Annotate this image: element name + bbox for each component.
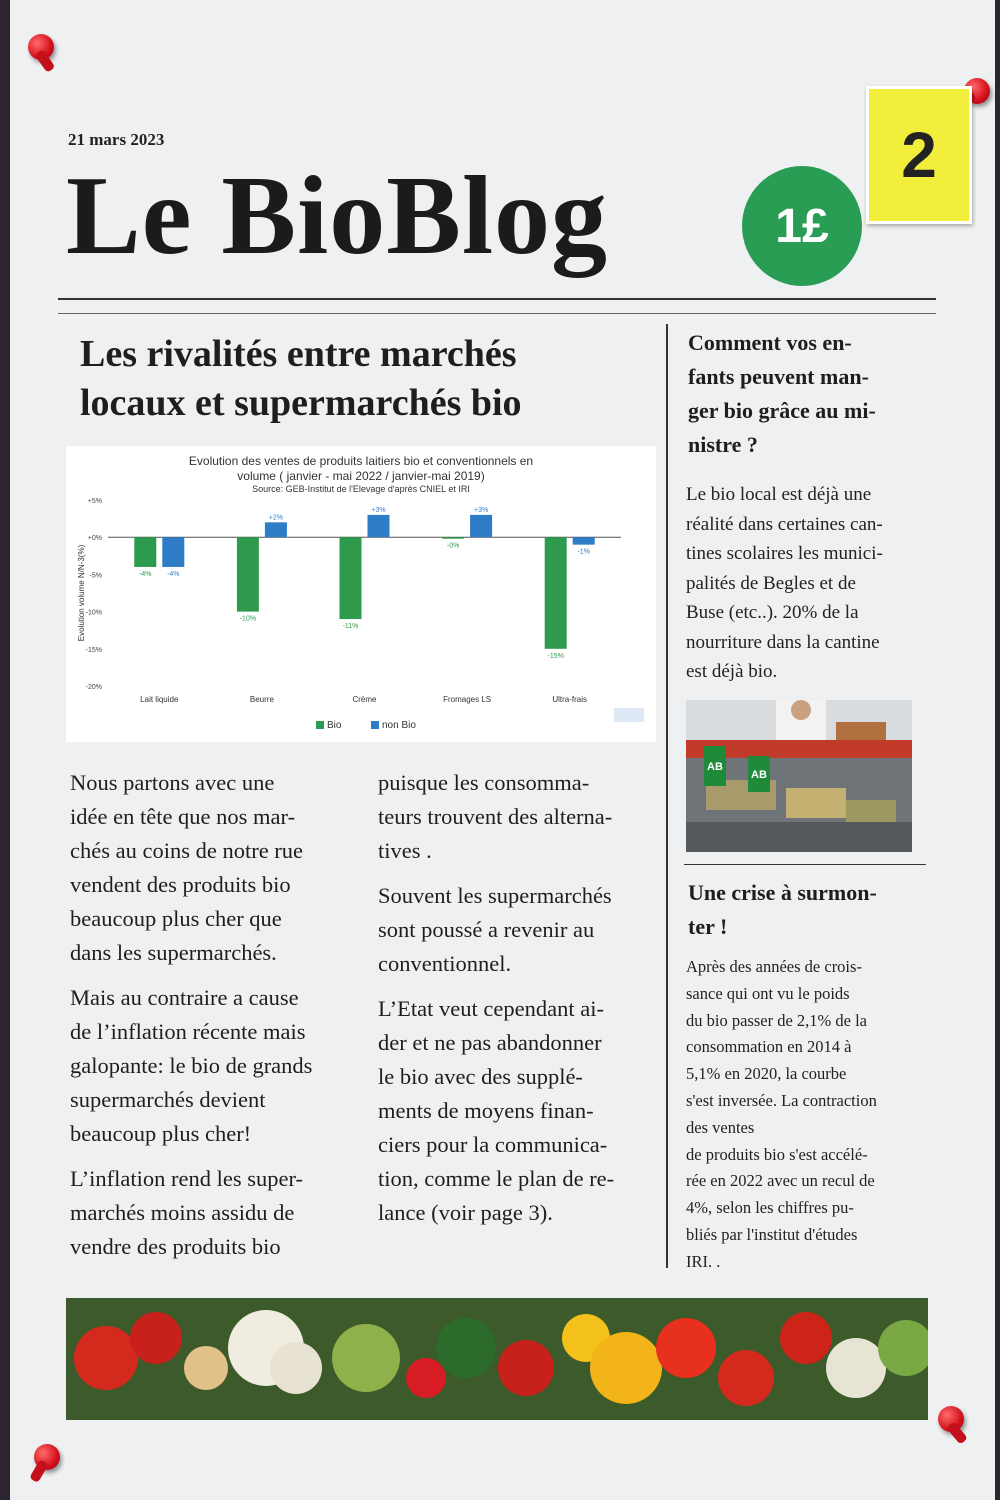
text-line: des ventes [686, 1117, 755, 1137]
text-line: dans les supermarchés. [70, 940, 277, 965]
article-column-1 [70, 766, 370, 1264]
data-label: -1% [577, 548, 590, 556]
text-line: ciers pour la communica- [378, 1132, 608, 1157]
bar-non-bio [573, 537, 595, 544]
sidebar-text-1 [686, 480, 883, 687]
text-line: idée en tête que nos mar- [70, 804, 296, 829]
text-line: de l’inflation récente mais [70, 1019, 306, 1044]
text-line: ger bio grâce au mi- [688, 398, 876, 423]
text-line: Une crise à surmon- [688, 880, 877, 905]
text-line: supermarchés devient [70, 1087, 266, 1112]
idele-logo-icon [614, 708, 644, 722]
text-line: ter ! [688, 914, 728, 939]
bar-bio [442, 537, 464, 539]
text-line: beaucoup plus cher que [70, 906, 282, 931]
ab-label: AB [751, 769, 767, 781]
text-line: Nous partons avec une [70, 770, 275, 795]
text-line: est déjà bio. [686, 661, 778, 682]
legend-label: Bio [327, 720, 342, 731]
bar-non-bio [470, 515, 492, 537]
text-line: Le bio local est déjà une [686, 484, 872, 505]
text-line: ments de moyens finan- [378, 1098, 594, 1123]
text-line: IRI. . [686, 1251, 721, 1271]
column-divider [666, 324, 668, 1268]
chart-panel [66, 446, 656, 742]
text-line: conventionnel. [378, 951, 512, 976]
page-number-badge: 2 [866, 86, 972, 224]
text-line: Après des années de crois- [686, 957, 862, 976]
text-line: tion, comme le plan de re- [378, 1166, 615, 1191]
data-label: +3% [371, 506, 386, 514]
y-tick-label: -10% [85, 609, 102, 617]
bar-non-bio [162, 537, 184, 567]
text-line: 4%, selon les chiffres pu- [686, 1198, 854, 1218]
text-line: puisque les consomma- [378, 770, 590, 795]
data-label: -10% [239, 615, 257, 623]
text-line: nourriture dans la cantine [686, 631, 880, 653]
text-line: vendent des produits bio [70, 872, 291, 897]
y-tick-label: -5% [89, 572, 102, 580]
text-line: réalité dans certaines can- [686, 513, 883, 535]
text-line: rée en 2022 avec un recul de [686, 1171, 875, 1191]
text-line: marchés moins assidu de [70, 1200, 295, 1225]
legend-label: non Bio [382, 720, 416, 731]
data-label: -4% [139, 570, 152, 578]
sidebar-headline-1 [688, 326, 876, 462]
legend-swatch [316, 721, 324, 729]
sidebar-headline-2 [688, 876, 877, 944]
text-line: Souvent les supermarchés [378, 883, 612, 908]
data-label: -11% [342, 623, 359, 631]
x-tick-label: Crème [352, 695, 377, 704]
text-line: galopante: le bio de grands [70, 1053, 313, 1078]
main-headline [80, 330, 650, 428]
x-tick-label: Fromages LS [443, 695, 492, 704]
vegetables-banner [66, 1298, 928, 1420]
text-line: der et ne pas abandonner [378, 1030, 602, 1055]
issue-date: 21 mars 2023 [68, 130, 165, 149]
ab-label: AB [707, 761, 723, 773]
text-line: teurs trouvent des alterna- [378, 804, 613, 829]
text-line: chés au coins de notre rue [70, 838, 304, 863]
x-tick-label: Beurre [249, 695, 274, 704]
text-line: Comment vos en- [688, 330, 852, 355]
y-tick-label: +5% [87, 498, 102, 505]
bar-bio [134, 537, 156, 567]
data-label: +3% [473, 506, 489, 514]
y-axis-label: Evolution volume N/N-3(%) [77, 544, 86, 642]
masthead-rule-thin [58, 313, 936, 314]
article-column-2 [378, 766, 663, 1230]
sidebar-divider [684, 864, 926, 865]
text-line: consommation en 2014 à [686, 1037, 852, 1057]
text-line: de produits bio s'est accélé- [686, 1144, 868, 1164]
text-line: s'est inversée. La contraction [686, 1090, 877, 1110]
text-line: sont poussé a revenir au [378, 917, 595, 942]
bar-bio [340, 537, 362, 619]
y-tick-label: +0% [87, 535, 102, 543]
text-line: tives . [378, 838, 432, 863]
data-label: -4% [167, 570, 180, 578]
text-line: tines scolaires les munici- [686, 543, 883, 564]
text-line: Buse (etc..). 20% de la [686, 602, 859, 623]
y-tick-label: -15% [85, 646, 102, 654]
bar-non-bio [265, 522, 287, 537]
x-tick-label: Lait liquide [140, 695, 179, 704]
headline-line: Les rivalités entre marchés [80, 333, 517, 375]
data-label: -0% [446, 542, 460, 550]
legend-swatch [371, 721, 379, 729]
text-line: L’Etat veut cependant ai- [378, 996, 604, 1021]
x-tick-label: Ultra-frais [552, 695, 588, 704]
text-line: 5,1% en 2020, la courbe [686, 1064, 847, 1084]
data-label: +2% [268, 514, 284, 522]
masthead-rule [58, 298, 936, 300]
price-badge: 1£ [742, 166, 862, 286]
text-line: beaucoup plus cher! [70, 1121, 252, 1146]
bar-bio [237, 537, 259, 611]
text-line: fants peuvent man- [688, 364, 869, 389]
y-tick-label: -20% [85, 684, 102, 691]
headline-line: locaux et supermarchés bio [80, 382, 522, 424]
text-line: bliés par l'institut d'études [686, 1224, 858, 1244]
text-line: du bio passer de 2,1% de la [686, 1010, 867, 1030]
text-line: palités de Begles et de [686, 572, 856, 594]
data-label: -15% [547, 652, 564, 660]
bar-non-bio [368, 515, 390, 537]
pushpin-icon [34, 1444, 60, 1470]
text-line: lance (voir page 3). [378, 1200, 553, 1225]
canteen-photo [686, 700, 912, 852]
pushpin-icon [938, 1406, 964, 1432]
chart-source: Source: GEB-Institut de l'Elevage d'après CNIEL et IRI [252, 484, 470, 494]
pushpin-icon [28, 34, 54, 60]
masthead-title: Le BioBlog [66, 154, 609, 278]
chart-title-line: volume ( janvier - mai 2022 / janvier-mai 2019) [237, 469, 485, 483]
text-line: sance qui ont vu le poids [686, 983, 850, 1003]
bar-chart [66, 446, 656, 742]
text-line: vendre des produits bio [70, 1234, 281, 1259]
chart-title-line: Evolution des ventes de produits laitiers bio et conventionnels en [188, 454, 534, 468]
text-line: Mais au contraire a cause [70, 985, 299, 1010]
text-line: nistre ? [688, 432, 758, 457]
sidebar-text-2 [686, 954, 877, 1276]
bar-bio [545, 537, 567, 649]
text-line: le bio avec des supplé- [378, 1064, 583, 1089]
text-line: L’inflation rend les super- [70, 1166, 304, 1191]
